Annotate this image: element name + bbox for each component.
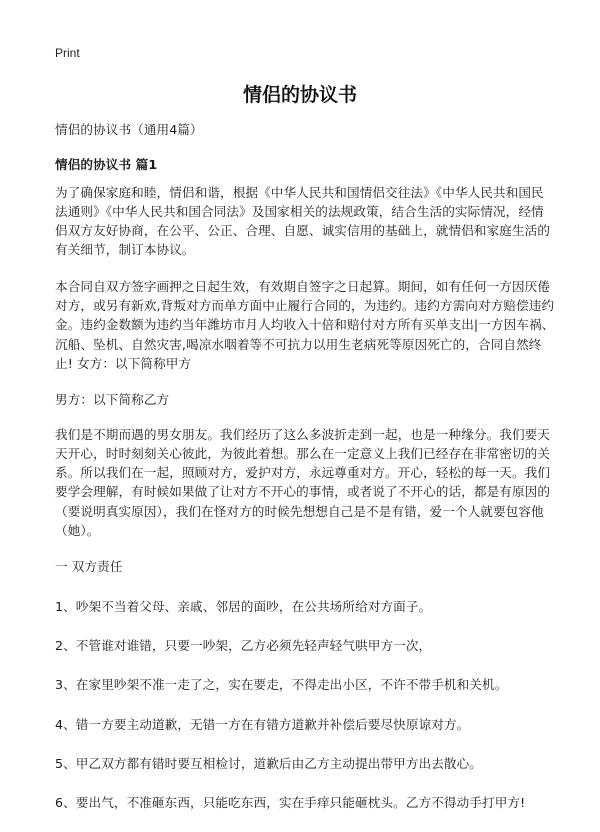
list-item: 3、在家里吵架不准一走了之，实在要走，不得走出小区，不许不带手机和关机。 [55, 677, 508, 693]
list-item: 4、错一方要主动道歉，无错一方在有错方道歉并补偿后要尽快原谅对方。 [55, 716, 470, 732]
paragraph-contract-terms: 本合同自双方签字画押之日起生效，有效期自签字之日起算。期间，如有任何一方因厌倦对方，或另有新欢,背叛对方而单方面中止履行合同的，为违约。违约方需向对方赔偿违约金。违约金数额为违约当年潍坊市月人均收入十倍和赔付对方所有买单支出|一方因车祸、沉船、坠机、自然灾害,喝凉水咽着等不可抗力以用生老病死等原因死亡的，合同自然终止! 女方：以下简称甲方 [55, 278, 555, 371]
list-item: 5、甲乙双方都有错时要互相检讨，道歉后由乙方主动提出带甲方出去散心。 [55, 755, 483, 771]
paragraph-relationship: 我们是不期而遇的男女朋友。我们经历了这么多波折走到一起，也是一种缘分。我们要天天开心，时时刻刻关心彼此，为彼此着想。那么在一定意义上我们已经存在非常密切的关系。所以我们在一起，照顾对方，爱护对方，永远尊重对方。开心，轻松的每一天。我们要学会理解，有时候如果做了让对方不开心的事情，或者说了不开心的话，都是有原因的（要说明真实原因），我们在怪对方的时候先想想自己是不是有错，爱一个人就要包容他（她）。 [55, 426, 551, 539]
document-subtitle: 情侣的协议书（通用4篇） [55, 122, 203, 137]
print-link[interactable]: Print [55, 46, 80, 60]
paragraph-intro: 为了确保家庭和睦，情侣和谐，根据《中华人民共和国情侣交往法》《中华人民共和国民法通则》《中华人民共和国合同法》及国家相关的法规政策，结合生活的实际情况，经情侣双方友好协商，在公平、公正、合理、自愿、诚实信用的基础上，就情侣和家庭生活的有关细节，制订本协议。 [55, 184, 551, 258]
paragraph-male-party: 男方：以下简称乙方 [55, 392, 170, 408]
document-body [55, 120, 555, 832]
list-item: 6、要出气，不准砸东西，只能吃东西，实在手痒只能砸枕头。乙方不得动手打甲方! [55, 795, 526, 811]
list-item: 1、吵架不当着父母、亲戚、邻居的面吵，在公共场所给对方面子。 [55, 598, 432, 614]
document-title: 情侣的协议书 [242, 84, 357, 106]
section-title: 情侣的协议书 篇1 [55, 157, 158, 173]
heading-responsibilities: 一 双方责任 [55, 559, 123, 575]
list-item: 2、不管谁对谁错，只要一吵架，乙方必须先轻声轻气哄甲方一次， [55, 637, 432, 653]
